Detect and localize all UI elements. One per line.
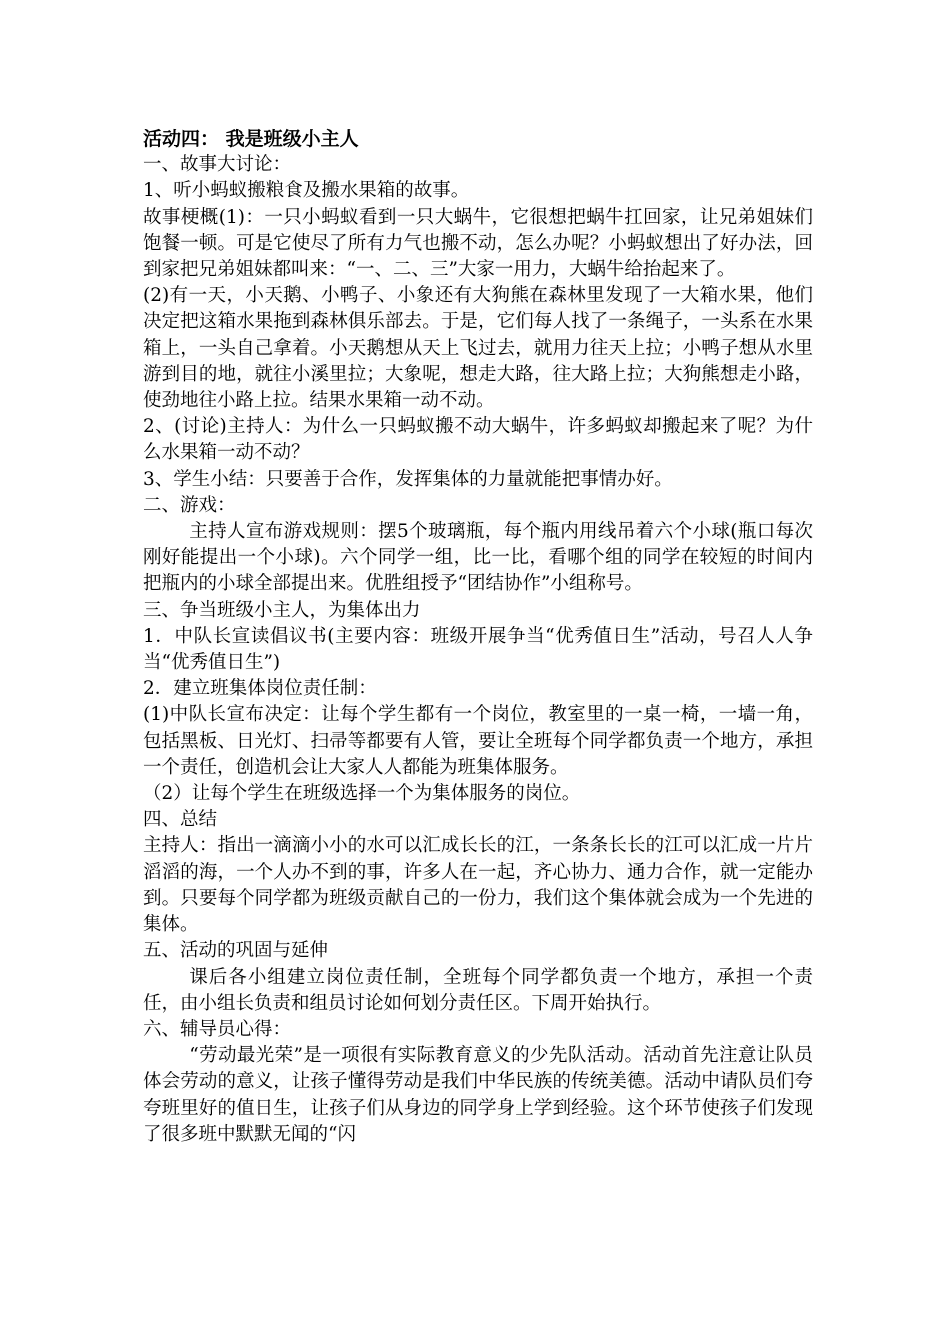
section-heading-summary: 四、总结 <box>143 809 218 831</box>
paragraph: “劳动最光荣”是一项很有实际教育意义的少先队活动。活动首先注意让队员体会劳动的意义，让孩子懂得劳动是我们中华民族的传统美德。活动中请队员们夸夸班里好的值日生，让孩子们从身边的同学身上学到经验。这个环节使孩子们发现了很多班中默默无闻的“闪 <box>143 1045 813 1145</box>
paragraph: 故事梗概(1)：一只小蚂蚁看到一只大蜗牛，它很想把蜗牛扛回家，让兄弟姐妹们饱餐一顿。可是它使尽了所有力气也搬不动，怎么办呢？小蚂蚁想出了好办法，回到家把兄弟姐妹都叫来：“一、二、三”大家一用力，大蜗牛给抬起来了。 <box>143 206 813 281</box>
paragraph: 2．建立班集体岗位责任制： <box>143 678 377 700</box>
paragraph: 2、(讨论)主持人：为什么一只蚂蚁搬不动大蜗牛，许多蚂蚁却搬起来了呢？为什么水果箱一动不动？ <box>143 416 813 464</box>
section-heading-contribute: 三、争当班级小主人，为集体出力 <box>143 599 421 621</box>
paragraph: 主持人：指出一滴滴小小的水可以汇成长长的江，一条条长长的江可以汇成一片片滔滔的海，一个人办不到的事，许多人在一起，齐心协力、通力合作，就一定能办到。只要每个同学都为班级贡献自己的一份力，我们这个集体就会成为一个先进的集体。 <box>143 835 813 936</box>
paragraph: 3、学生小结：只要善于合作，发挥集体的力量就能把事情办好。 <box>143 468 673 490</box>
paragraph: (1)中队长宣布决定：让每个学生都有一个岗位，教室里的一桌一椅，一墙一角，包括黑板、日光灯、扫帚等都要有人管，要让全班每个同学都负责一个地方，承担一个责任，创造机会让大家人人都能为班集体服务。 <box>143 704 813 778</box>
paragraph: 课后各小组建立岗位责任制，全班每个同学都负责一个地方，承担一个责任，由小组长负责和组员讨论如何划分责任区。下周开始执行。 <box>143 966 813 1014</box>
section-heading-game: 二、游戏： <box>143 494 236 516</box>
paragraph: 主持人宣布游戏规则：摆5个玻璃瓶，每个瓶内用线吊着六个小球(瓶口每次刚好能提出一个小球)。六个同学一组，比一比，看哪个组的同学在较短的时间内把瓶内的小球全部提出来。优胜组授予“团结协作”小组称号。 <box>143 521 813 595</box>
section-heading-discussion: 一、故事大讨论： <box>143 154 292 176</box>
section-heading-reflection: 六、辅导员心得： <box>143 1018 292 1040</box>
section-heading-extension: 五、活动的巩固与延伸 <box>143 940 329 962</box>
paragraph: 1、听小蚂蚁搬粮食及搬水果箱的故事。 <box>143 180 470 202</box>
activity-title: 活动四： 我是班级小主人 <box>143 128 359 150</box>
paragraph: (2)有一天，小天鹅、小鸭子、小象还有大狗熊在森林里发现了一大箱水果，他们决定把这箱水果拖到森林俱乐部去。于是，它们每人找了一条绳子，一头系在水果箱上，一头自己拿着。小天鹅想从天上飞过去，就用力往天上拉；小鸭子想从水里游到目的地，就往小溪里拉；大象呢，想走大路，往大路上拉；大狗熊想走小路，使劲地往小路上拉。结果水果箱一动不动。 <box>143 285 813 412</box>
paragraph: 1．中队长宣读倡议书(主要内容：班级开展争当“优秀值日生”活动，号召人人争当“优秀值日生”) <box>143 625 813 674</box>
document-page <box>143 126 813 1148</box>
paragraph: （2）让每个学生在班级选择一个为集体服务的岗位。 <box>143 783 581 805</box>
